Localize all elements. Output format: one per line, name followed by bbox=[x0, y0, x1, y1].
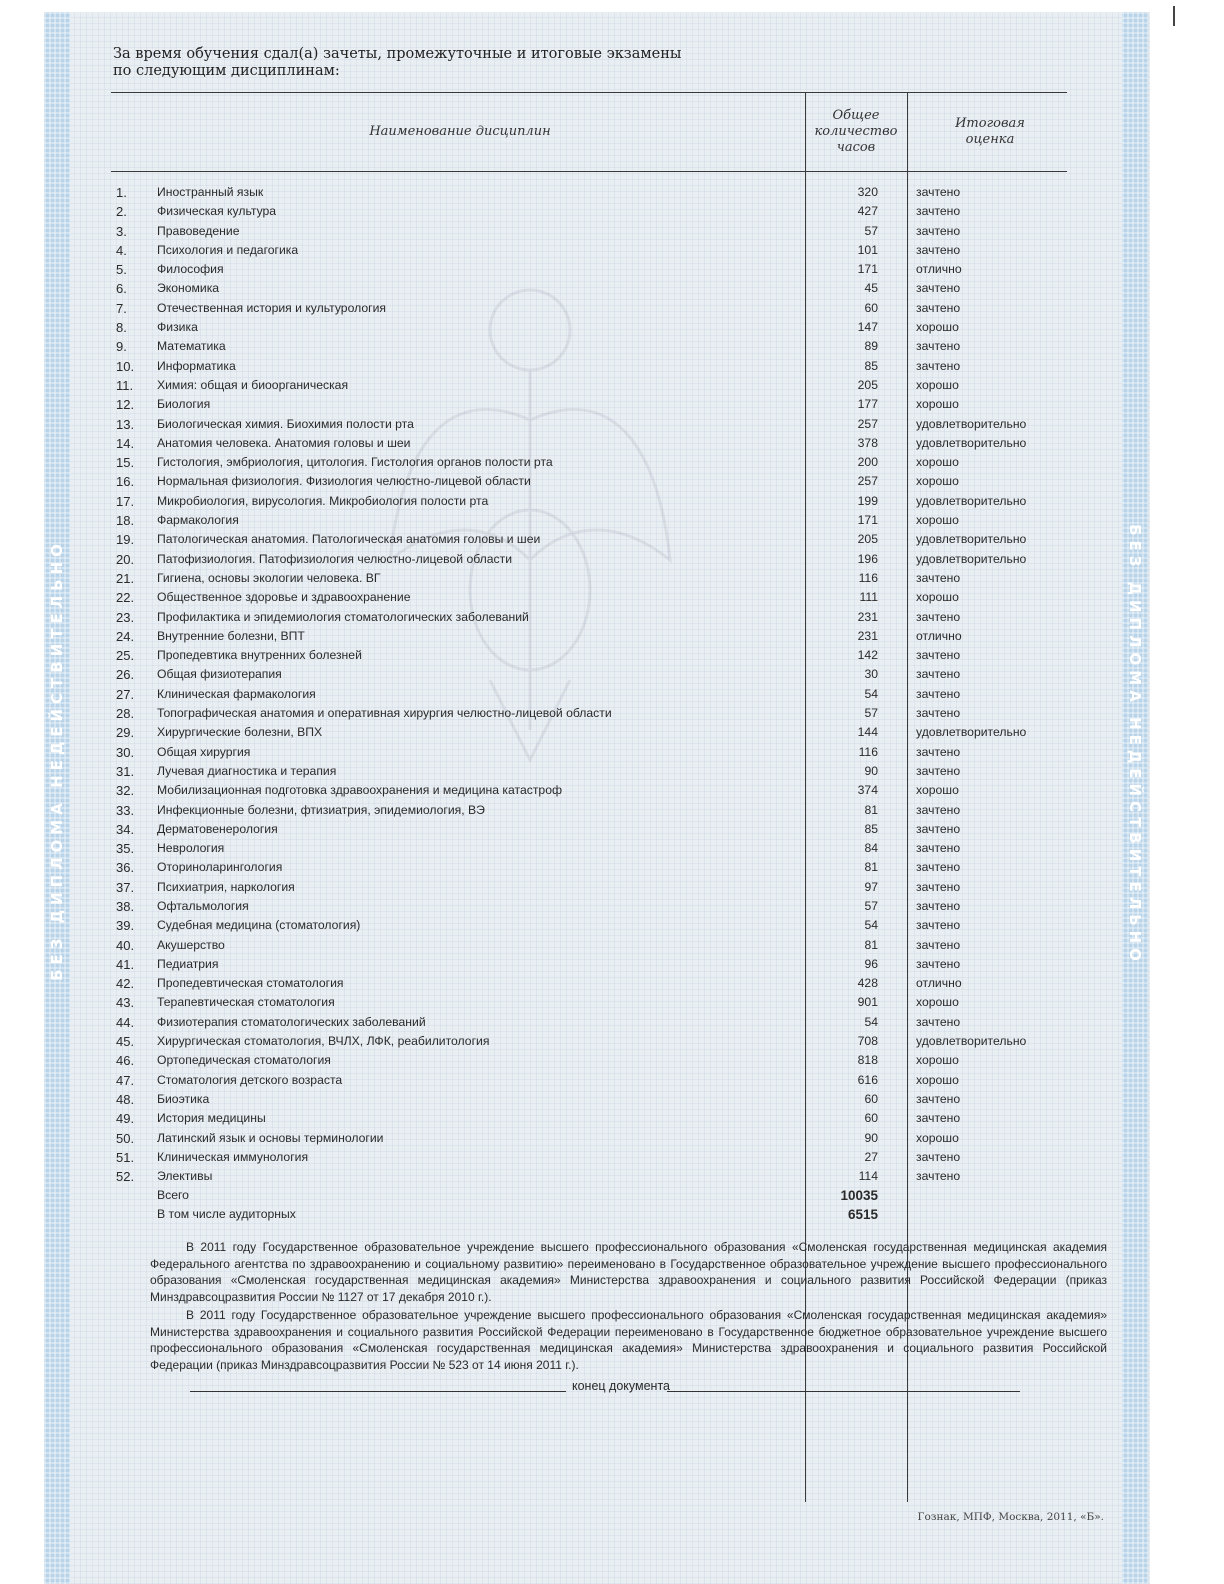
row-number: 37. bbox=[116, 879, 135, 895]
discipline-grade: зачтено bbox=[916, 841, 961, 856]
row-number: 11. bbox=[116, 377, 134, 393]
discipline-name: Акушерство bbox=[157, 937, 225, 952]
table-row bbox=[0, 1167, 1224, 1186]
row-number: 51. bbox=[116, 1149, 135, 1165]
total-hours: 10035 bbox=[840, 1188, 878, 1203]
table-row bbox=[0, 492, 1224, 511]
discipline-grade: хорошо bbox=[916, 474, 959, 489]
discipline-grade: зачтено bbox=[916, 802, 961, 817]
intro-line-2: по следующим дисциплинам: bbox=[113, 63, 340, 79]
row-number: 39. bbox=[116, 918, 135, 934]
discipline-hours: 177 bbox=[857, 397, 878, 412]
discipline-name: Педиатрия bbox=[157, 956, 219, 971]
table-row bbox=[0, 820, 1224, 839]
discipline-grade: зачтено bbox=[916, 648, 961, 663]
row-number: 23. bbox=[116, 609, 135, 625]
discipline-grade: хорошо bbox=[916, 397, 959, 412]
table-row bbox=[0, 357, 1224, 376]
discipline-grade: зачтено bbox=[916, 339, 961, 354]
discipline-hours: 54 bbox=[864, 1014, 878, 1029]
column-header-discipline: Наименование дисциплин bbox=[369, 124, 551, 139]
row-number: 17. bbox=[116, 493, 135, 509]
discipline-grade: удовлетворительно bbox=[916, 493, 1027, 508]
discipline-grade: удовлетворительно bbox=[916, 532, 1027, 547]
discipline-name: Психология и педагогика bbox=[157, 242, 299, 257]
row-number: 41. bbox=[116, 956, 135, 972]
row-number: 32. bbox=[116, 783, 135, 799]
row-number: 45. bbox=[116, 1034, 135, 1050]
row-number: 52. bbox=[116, 1169, 135, 1185]
discipline-hours: 116 bbox=[858, 744, 878, 759]
row-number: 24. bbox=[116, 628, 135, 644]
table-row bbox=[0, 723, 1224, 742]
row-number: 21. bbox=[116, 570, 135, 586]
discipline-name: Общая физиотерапия bbox=[157, 667, 282, 682]
printer-mark: Гознак, МПФ, Москва, 2011, «Б». bbox=[917, 1511, 1104, 1523]
discipline-grade: хорошо bbox=[916, 995, 959, 1010]
row-number: 3. bbox=[116, 223, 127, 239]
discipline-name: Оториноларингология bbox=[157, 860, 283, 875]
discipline-name: Физика bbox=[157, 320, 198, 335]
discipline-grade: зачтено bbox=[916, 1091, 961, 1106]
discipline-hours: 81 bbox=[864, 860, 878, 875]
discipline-grade: хорошо bbox=[916, 513, 959, 528]
discipline-grade: зачтено bbox=[916, 223, 961, 238]
table-row bbox=[0, 665, 1224, 684]
discipline-name: Пропедевтическая стоматология bbox=[157, 976, 344, 991]
discipline-hours: 428 bbox=[857, 976, 878, 991]
discipline-hours: 45 bbox=[864, 281, 878, 296]
table-row bbox=[0, 1071, 1224, 1090]
discipline-name: Физиотерапия стоматологических заболеваний bbox=[157, 1014, 426, 1029]
discipline-grade: зачтено bbox=[916, 821, 961, 836]
table-row bbox=[0, 608, 1224, 627]
table-row bbox=[0, 936, 1224, 955]
discipline-grade: зачтено bbox=[916, 744, 961, 759]
discipline-grade: зачтено bbox=[916, 898, 961, 913]
discipline-grade: зачтено bbox=[916, 1169, 961, 1184]
discipline-hours: 90 bbox=[864, 763, 878, 778]
table-row bbox=[0, 858, 1224, 877]
discipline-grade: хорошо bbox=[916, 1130, 959, 1145]
row-number: 25. bbox=[116, 648, 135, 664]
row-number: 18. bbox=[116, 513, 135, 529]
discipline-grade: отлично bbox=[916, 262, 962, 277]
table-row bbox=[0, 916, 1224, 935]
discipline-hours: 199 bbox=[857, 493, 878, 508]
discipline-hours: 205 bbox=[857, 532, 878, 547]
scan-mark bbox=[1173, 6, 1175, 26]
table-row bbox=[0, 801, 1224, 820]
discipline-name: Пропедевтика внутренних болезней bbox=[157, 648, 362, 663]
discipline-grade: зачтено bbox=[916, 281, 961, 296]
discipline-hours: 114 bbox=[858, 1169, 878, 1184]
row-number: 20. bbox=[116, 551, 135, 567]
discipline-name: Неврология bbox=[157, 841, 225, 856]
discipline-name: Физическая культура bbox=[157, 204, 277, 219]
row-number: 7. bbox=[116, 300, 127, 316]
table-row bbox=[0, 530, 1224, 549]
discipline-grade: отлично bbox=[916, 976, 962, 991]
row-number: 31. bbox=[116, 763, 135, 779]
discipline-name: Отечественная история и культурология bbox=[157, 300, 386, 315]
table-row bbox=[0, 453, 1224, 472]
discipline-hours: 111 bbox=[859, 590, 878, 605]
intro-heading bbox=[113, 46, 813, 80]
discipline-name: Экономика bbox=[157, 281, 220, 296]
table-row bbox=[0, 588, 1224, 607]
row-number: 5. bbox=[116, 262, 127, 278]
discipline-hours: 200 bbox=[857, 455, 878, 470]
discipline-hours: 81 bbox=[864, 802, 878, 817]
row-number: 29. bbox=[116, 725, 135, 741]
discipline-hours: 60 bbox=[864, 1111, 878, 1126]
discipline-hours: 257 bbox=[857, 474, 878, 489]
discipline-grade: зачтено bbox=[916, 879, 961, 894]
end-line-left bbox=[190, 1391, 566, 1392]
discipline-hours: 90 bbox=[864, 1130, 878, 1145]
row-number: 34. bbox=[116, 821, 135, 837]
discipline-name: Фармакология bbox=[157, 513, 239, 528]
discipline-grade: зачтено bbox=[916, 956, 961, 971]
table-row bbox=[0, 550, 1224, 569]
row-number: 4. bbox=[116, 242, 127, 258]
table-row bbox=[0, 1129, 1224, 1148]
discipline-name: Биология bbox=[157, 397, 211, 412]
discipline-grade: зачтено bbox=[916, 706, 961, 721]
table-row bbox=[0, 743, 1224, 762]
discipline-hours: 171 bbox=[857, 513, 878, 528]
row-number: 36. bbox=[116, 860, 135, 876]
discipline-hours: 147 bbox=[857, 320, 878, 335]
table-header-rule bbox=[111, 171, 1067, 172]
watermark-right: БЕЗ ДИПЛОМА НЕДЕЙСТВИТЕЛЬНО bbox=[1126, 524, 1144, 966]
row-number: 47. bbox=[116, 1072, 135, 1088]
discipline-name: Психиатрия, наркология bbox=[157, 879, 295, 894]
discipline-name: Общая хирургия bbox=[157, 744, 251, 759]
discipline-name: Правоведение bbox=[157, 223, 240, 238]
discipline-name: Лучевая диагностика и терапия bbox=[157, 763, 337, 778]
discipline-hours: 54 bbox=[864, 686, 878, 701]
totals-block bbox=[0, 1186, 1224, 1225]
table-row bbox=[0, 1013, 1224, 1032]
discipline-grade: зачтено bbox=[916, 937, 961, 952]
discipline-grade: зачтено bbox=[916, 1111, 961, 1126]
discipline-name: Биологическая химия. Биохимия полости рта bbox=[157, 416, 414, 431]
table-row bbox=[0, 1109, 1224, 1128]
discipline-hours: 116 bbox=[858, 570, 878, 585]
discipline-name: Судебная медицина (стоматология) bbox=[157, 918, 361, 933]
discipline-hours: 57 bbox=[864, 706, 878, 721]
table-row bbox=[0, 376, 1224, 395]
table-row bbox=[0, 222, 1224, 241]
watermark-left: БЕЗ ДИПЛОМА НЕДЕЙСТВИТЕЛЬНО bbox=[48, 539, 66, 981]
discipline-name: Стоматология детского возраста bbox=[157, 1072, 343, 1087]
discipline-hours: 142 bbox=[857, 648, 878, 663]
discipline-name: Патофизиология. Патофизиология челюстно-лицевой области bbox=[157, 551, 513, 566]
discipline-name: Хирургические болезни, ВПХ bbox=[157, 725, 323, 740]
table-row bbox=[0, 762, 1224, 781]
table-row bbox=[0, 569, 1224, 588]
discipline-name: Профилактика и эпидемиология стоматологических заболеваний bbox=[157, 609, 529, 624]
discipline-hours: 901 bbox=[857, 995, 878, 1010]
discipline-hours: 231 bbox=[857, 609, 878, 624]
discipline-name: Общественное здоровье и здравоохранение bbox=[157, 590, 411, 605]
discipline-name: Гигиена, основы экологии человека. ВГ bbox=[157, 570, 381, 585]
table-row bbox=[0, 415, 1224, 434]
table-row bbox=[0, 993, 1224, 1012]
rename-note-1: В 2011 году Государственное образовательное учреждение высшего профессионального образования «Смоленская государственная медицинская академия Федерального агентства по здравоохранению и социальному развитию» переименовано в Государственное образовательное учреждение высшего профессионального образования «Смоленская государственная медицинская академия» Министерства здравоохранения и социального развития Российской Федерации (приказ Минздравсоцразвития России № 1127 от 17 декабря 2010 г.). bbox=[150, 1240, 1107, 1304]
row-number: 8. bbox=[116, 320, 127, 336]
discipline-name: Химия: общая и биоорганическая bbox=[157, 377, 349, 392]
discipline-name: Патологическая анатомия. Патологическая анатомия головы и шеи bbox=[157, 532, 541, 547]
discipline-grade: зачтено bbox=[916, 300, 961, 315]
discipline-grade: удовлетворительно bbox=[916, 416, 1027, 431]
discipline-grade: зачтено bbox=[916, 860, 961, 875]
row-number: 27. bbox=[116, 686, 135, 702]
row-number: 2. bbox=[116, 204, 127, 220]
discipline-hours: 205 bbox=[857, 377, 878, 392]
table-row bbox=[0, 1032, 1224, 1051]
discipline-name: Математика bbox=[157, 339, 226, 354]
table-row bbox=[0, 704, 1224, 723]
discipline-grade: отлично bbox=[916, 628, 962, 643]
row-number: 1. bbox=[116, 185, 127, 200]
end-line-right bbox=[667, 1391, 1020, 1392]
discipline-name: История медицины bbox=[157, 1111, 266, 1126]
discipline-grade: хорошо bbox=[916, 1053, 959, 1068]
discipline-name: Инфекционные болезни, фтизиатрия, эпидемиология, ВЭ bbox=[157, 802, 485, 817]
classroom-label: В том числе аудиторных bbox=[157, 1207, 296, 1222]
discipline-name: Биоэтика bbox=[157, 1091, 210, 1106]
discipline-hours: 616 bbox=[857, 1072, 878, 1087]
discipline-hours: 84 bbox=[864, 841, 878, 856]
discipline-hours: 89 bbox=[864, 339, 878, 354]
discipline-name: Латинский язык и основы терминологии bbox=[157, 1130, 384, 1145]
discipline-hours: 144 bbox=[857, 725, 878, 740]
rename-note-2: В 2011 году Государственное образовательное учреждение высшего профессионального образования «Смоленская государственная медицинская академия» Министерства здравоохранения и социального развития Российской Федерации переименовано в Государственное бюджетное образовательное учреждение высшего профессионального образования «Смоленская государственная медицинская академия» Министерства здравоохранения и социального развития Российской Федерации (приказ Минздравсоцразвития России № 523 от 14 июня 2011 г.). bbox=[150, 1308, 1107, 1372]
row-number: 15. bbox=[116, 455, 135, 471]
table-row bbox=[0, 685, 1224, 704]
row-number: 9. bbox=[116, 339, 127, 355]
discipline-hours: 30 bbox=[864, 667, 878, 682]
row-number: 49. bbox=[116, 1111, 135, 1127]
end-of-document bbox=[190, 1378, 1020, 1396]
discipline-grade: удовлетворительно bbox=[916, 1034, 1027, 1049]
discipline-grade: хорошо bbox=[916, 1072, 959, 1087]
row-number: 30. bbox=[116, 744, 135, 760]
row-number: 28. bbox=[116, 706, 135, 722]
table-row bbox=[0, 318, 1224, 337]
discipline-name: Мобилизационная подготовка здравоохранения и медицина катастроф bbox=[157, 783, 563, 798]
discipline-hours: 378 bbox=[857, 435, 878, 450]
discipline-name: Ортопедическая стоматология bbox=[157, 1053, 331, 1068]
table-row bbox=[0, 241, 1224, 260]
table-row bbox=[0, 646, 1224, 665]
table-top-rule bbox=[111, 92, 1067, 93]
discipline-hours: 27 bbox=[864, 1149, 878, 1164]
table-row bbox=[0, 1051, 1224, 1070]
table-row bbox=[0, 781, 1224, 800]
row-number: 44. bbox=[116, 1014, 135, 1030]
row-number: 35. bbox=[116, 841, 135, 857]
row-number: 13. bbox=[116, 416, 135, 432]
discipline-hours: 374 bbox=[857, 783, 878, 798]
row-number: 43. bbox=[116, 995, 135, 1011]
row-number: 46. bbox=[116, 1053, 135, 1069]
table-row bbox=[0, 279, 1224, 298]
row-number: 14. bbox=[116, 435, 135, 451]
table-row bbox=[0, 260, 1224, 279]
discipline-hours: 708 bbox=[857, 1034, 878, 1049]
discipline-hours: 257 bbox=[857, 416, 878, 431]
row-number: 42. bbox=[116, 976, 135, 992]
discipline-hours: 60 bbox=[864, 1091, 878, 1106]
discipline-grade: удовлетворительно bbox=[916, 435, 1027, 450]
discipline-hours: 57 bbox=[864, 223, 878, 238]
table-row bbox=[0, 337, 1224, 356]
discipline-grade: хорошо bbox=[916, 590, 959, 605]
discipline-name: Топографическая анатомия и оперативная хирургия челюстно-лицевой области bbox=[157, 706, 612, 721]
discipline-grade: зачтено bbox=[916, 609, 961, 624]
discipline-name: Иностранный язык bbox=[157, 185, 264, 199]
discipline-grade: хорошо bbox=[916, 377, 959, 392]
row-number: 38. bbox=[116, 898, 135, 914]
row-number: 10. bbox=[116, 358, 135, 374]
row-number: 16. bbox=[116, 474, 135, 490]
discipline-grade: хорошо bbox=[916, 455, 959, 470]
classroom-row bbox=[0, 1205, 1224, 1224]
discipline-hours: 54 bbox=[864, 918, 878, 933]
discipline-hours: 81 bbox=[864, 937, 878, 952]
discipline-grade: удовлетворительно bbox=[916, 551, 1027, 566]
discipline-grade: зачтено bbox=[916, 204, 961, 219]
row-number: 6. bbox=[116, 281, 127, 297]
discipline-hours: 57 bbox=[864, 898, 878, 913]
discipline-hours: 101 bbox=[857, 242, 878, 257]
discipline-name: Терапевтическая стоматология bbox=[157, 995, 335, 1010]
column-header-grade: Итоговая оценка bbox=[955, 116, 1025, 147]
discipline-name: Внутренние болезни, ВПТ bbox=[157, 628, 305, 643]
discipline-hours: 171 bbox=[857, 262, 878, 277]
discipline-name: Философия bbox=[157, 262, 224, 277]
classroom-hours: 6515 bbox=[847, 1207, 878, 1223]
discipline-grade: зачтено bbox=[916, 1149, 961, 1164]
discipline-grade: зачтено bbox=[916, 763, 961, 778]
discipline-name: Элективы bbox=[157, 1169, 213, 1184]
table-row bbox=[0, 299, 1224, 318]
discipline-grade: зачтено bbox=[916, 242, 961, 257]
table-row bbox=[0, 202, 1224, 221]
row-number: 48. bbox=[116, 1091, 135, 1107]
discipline-hours: 97 bbox=[864, 879, 878, 894]
table-row bbox=[0, 955, 1224, 974]
discipline-table-body bbox=[0, 183, 1224, 1186]
table-row bbox=[0, 897, 1224, 916]
discipline-name: Информатика bbox=[157, 358, 236, 373]
discipline-name: Клиническая фармакология bbox=[157, 686, 316, 701]
discipline-name: Нормальная физиология. Физиология челюстно-лицевой области bbox=[157, 474, 531, 489]
discipline-name: Офтальмология bbox=[157, 898, 249, 913]
row-number: 33. bbox=[116, 802, 135, 818]
total-label: Всего bbox=[157, 1188, 189, 1202]
row-number: 40. bbox=[116, 937, 135, 953]
table-row bbox=[0, 183, 1224, 202]
discipline-hours: 320 bbox=[857, 185, 878, 199]
discipline-hours: 85 bbox=[864, 821, 878, 836]
row-number: 26. bbox=[116, 667, 135, 683]
discipline-hours: 85 bbox=[864, 358, 878, 373]
end-of-document-label: конец документа bbox=[572, 1379, 670, 1393]
row-number: 12. bbox=[116, 397, 135, 413]
discipline-grade: зачтено bbox=[916, 1014, 961, 1029]
row-number: 22. bbox=[116, 590, 135, 606]
discipline-grade: зачтено bbox=[916, 667, 961, 682]
table-row bbox=[0, 878, 1224, 897]
discipline-hours: 818 bbox=[857, 1053, 878, 1068]
column-header-hours: Общее количество часов bbox=[814, 108, 898, 155]
discipline-grade: зачтено bbox=[916, 185, 961, 199]
discipline-grade: хорошо bbox=[916, 320, 959, 335]
table-row bbox=[0, 1090, 1224, 1109]
table-row bbox=[0, 839, 1224, 858]
table-row bbox=[0, 511, 1224, 530]
discipline-hours: 427 bbox=[857, 204, 878, 219]
discipline-hours: 231 bbox=[857, 628, 878, 643]
total-row bbox=[0, 1186, 1224, 1205]
row-number: 50. bbox=[116, 1130, 135, 1146]
discipline-grade: зачтено bbox=[916, 570, 961, 585]
discipline-hours: 196 bbox=[857, 551, 878, 566]
table-row bbox=[0, 395, 1224, 414]
discipline-name: Микробиология, вирусология. Микробиология полости рта bbox=[157, 493, 489, 508]
discipline-grade: удовлетворительно bbox=[916, 725, 1027, 740]
discipline-hours: 60 bbox=[864, 300, 878, 315]
discipline-grade: зачтено bbox=[916, 918, 961, 933]
table-row bbox=[0, 472, 1224, 491]
discipline-name: Хирургическая стоматология, ВЧЛХ, ЛФК, реабилитология bbox=[157, 1034, 490, 1049]
table-row bbox=[0, 974, 1224, 993]
table-row bbox=[0, 1148, 1224, 1167]
discipline-name: Анатомия человека. Анатомия головы и шеи bbox=[157, 435, 411, 450]
discipline-name: Дерматовенерология bbox=[157, 821, 278, 836]
discipline-grade: зачтено bbox=[916, 686, 961, 701]
discipline-hours: 96 bbox=[864, 956, 878, 971]
discipline-grade: хорошо bbox=[916, 783, 959, 798]
table-row bbox=[0, 627, 1224, 646]
intro-line-1: За время обучения сдал(а) зачеты, промежуточные и итоговые экзамены bbox=[113, 46, 682, 62]
table-row bbox=[0, 434, 1224, 453]
discipline-name: Гистология, эмбриология, цитология. Гистология органов полости рта bbox=[157, 455, 553, 470]
row-number: 19. bbox=[116, 532, 135, 548]
discipline-grade: зачтено bbox=[916, 358, 961, 373]
discipline-name: Клиническая иммунология bbox=[157, 1149, 309, 1164]
